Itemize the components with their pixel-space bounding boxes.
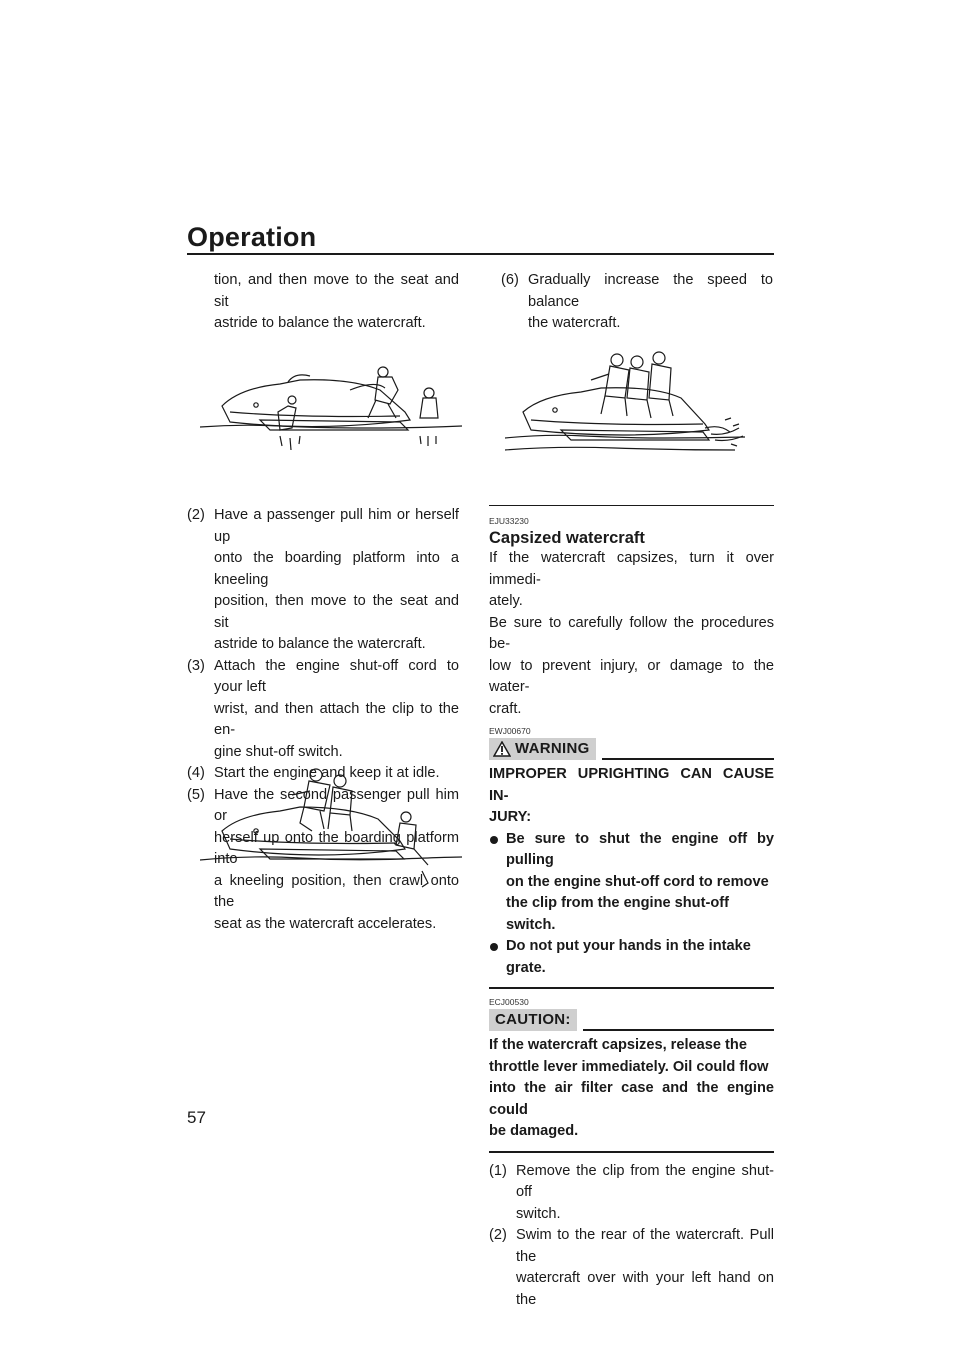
header-rule xyxy=(187,253,774,255)
step-number: (3) xyxy=(187,657,205,674)
step-number: (5) xyxy=(187,786,205,803)
warning-heading-line: JURY: xyxy=(489,809,532,825)
step-line: the watercraft. xyxy=(528,315,621,331)
caution-line: be damaged. xyxy=(489,1123,579,1139)
paragraph-line: If the watercraft capsizes, turn it over immedi- xyxy=(489,550,774,588)
page-number: 57 xyxy=(187,1108,206,1127)
step-number: (6) xyxy=(501,272,519,288)
warning-heading-line: IMPROPER UPRIGHTING CAN CAUSE IN- xyxy=(489,766,774,804)
paragraph-line: low to prevent injury, or damage to the water- xyxy=(489,657,774,695)
step-line: watercraft over with your left hand on the xyxy=(516,1270,774,1308)
paragraph-line: Be sure to carefully follow the procedures be- xyxy=(489,614,774,652)
caution-code: ECJ00530 xyxy=(489,997,529,1007)
step-item xyxy=(489,1225,774,1311)
step-line: Have a passenger pull him or herself up xyxy=(214,507,459,545)
step-line: Remove the clip from the engine shut-off xyxy=(516,1162,774,1200)
bullet-dot xyxy=(490,836,498,844)
warning-bullet xyxy=(489,829,774,937)
step-line: seat as the watercraft accelerates. xyxy=(214,915,437,932)
step-line: Gradually increase the speed to balance xyxy=(528,272,773,310)
caution-line: throttle lever immediately. Oil could flow xyxy=(489,1058,769,1075)
step-item xyxy=(489,1161,774,1226)
caution-line: If the watercraft capsizes, release the xyxy=(489,1037,747,1053)
section-title: Capsized watercraft xyxy=(489,529,645,547)
warning-rule xyxy=(602,758,774,760)
caution-rule xyxy=(583,1029,774,1031)
step-line: Swim to the rear of the watercraft. Pull the xyxy=(516,1227,774,1265)
caution-body xyxy=(489,1035,774,1143)
step-line: Start the engine and keep it at idle. xyxy=(214,765,440,781)
right-step6 xyxy=(501,270,773,335)
step-line: switch. xyxy=(516,1205,561,1222)
left-intro xyxy=(187,270,459,335)
warning-bullet xyxy=(489,936,774,979)
step-line: position, then move to the seat and sit xyxy=(214,593,459,631)
warning-label: WARNING xyxy=(515,740,590,758)
intro-line: tion, and then move to the seat and sit xyxy=(214,272,459,310)
bullet-dot xyxy=(490,943,498,951)
step-line: onto the boarding platform into a kneeling xyxy=(214,550,459,588)
warning-code: EWJ00670 xyxy=(489,726,531,736)
three-riders-illustration xyxy=(505,340,755,470)
step-line: astride to balance the watercraft. xyxy=(214,636,426,652)
bullet-line: grate. xyxy=(506,959,546,976)
step-line: Attach the engine shut-off cord to your left xyxy=(214,657,459,695)
step-number: (2) xyxy=(489,1227,507,1243)
warning-end-rule xyxy=(489,987,774,989)
paragraph-line: ately. xyxy=(489,593,523,609)
intro-line: astride to balance the watercraft. xyxy=(214,315,426,331)
section-rule xyxy=(489,505,774,506)
warning-body xyxy=(489,764,774,979)
caution-end-rule xyxy=(489,1151,774,1153)
paragraph-line: craft. xyxy=(489,700,522,717)
step-number: (4) xyxy=(187,765,205,781)
page-title: Operation xyxy=(187,222,317,252)
bullet-line: Do not put your hands in the intake xyxy=(506,938,751,954)
warning-triangle-icon xyxy=(493,741,511,757)
capsized-section xyxy=(489,505,774,1311)
caution-label: CAUTION: xyxy=(489,1009,577,1031)
step-number: (1) xyxy=(489,1162,507,1179)
step-line: a kneeling position, then crawl onto the xyxy=(214,872,459,910)
right-steps xyxy=(489,1161,774,1312)
step-line: wrist, and then attach the clip to the en- xyxy=(214,700,459,738)
section-code: EJU33230 xyxy=(489,516,529,526)
boarding-illustration xyxy=(200,360,462,460)
warning-label-row xyxy=(489,738,774,760)
step-number: (2) xyxy=(187,507,205,523)
bullet-line: Be sure to shut the engine off by pulling xyxy=(506,830,774,868)
caution-line: into the air filter case and the engine could xyxy=(489,1080,774,1118)
step-item xyxy=(501,270,773,335)
step-line: Have the second passenger pull him or xyxy=(214,786,459,824)
step-line: gine shut-off switch. xyxy=(214,743,343,760)
step-line: herself up onto the boarding platform into xyxy=(214,829,459,867)
warning-badge xyxy=(489,738,596,760)
step-item xyxy=(187,505,459,656)
bullet-line: on the engine shut-off cord to remove xyxy=(506,873,769,890)
caution-label-row xyxy=(489,1009,774,1031)
second-passenger-illustration xyxy=(200,745,462,895)
bullet-line: the clip from the engine shut-off switch. xyxy=(506,895,729,933)
